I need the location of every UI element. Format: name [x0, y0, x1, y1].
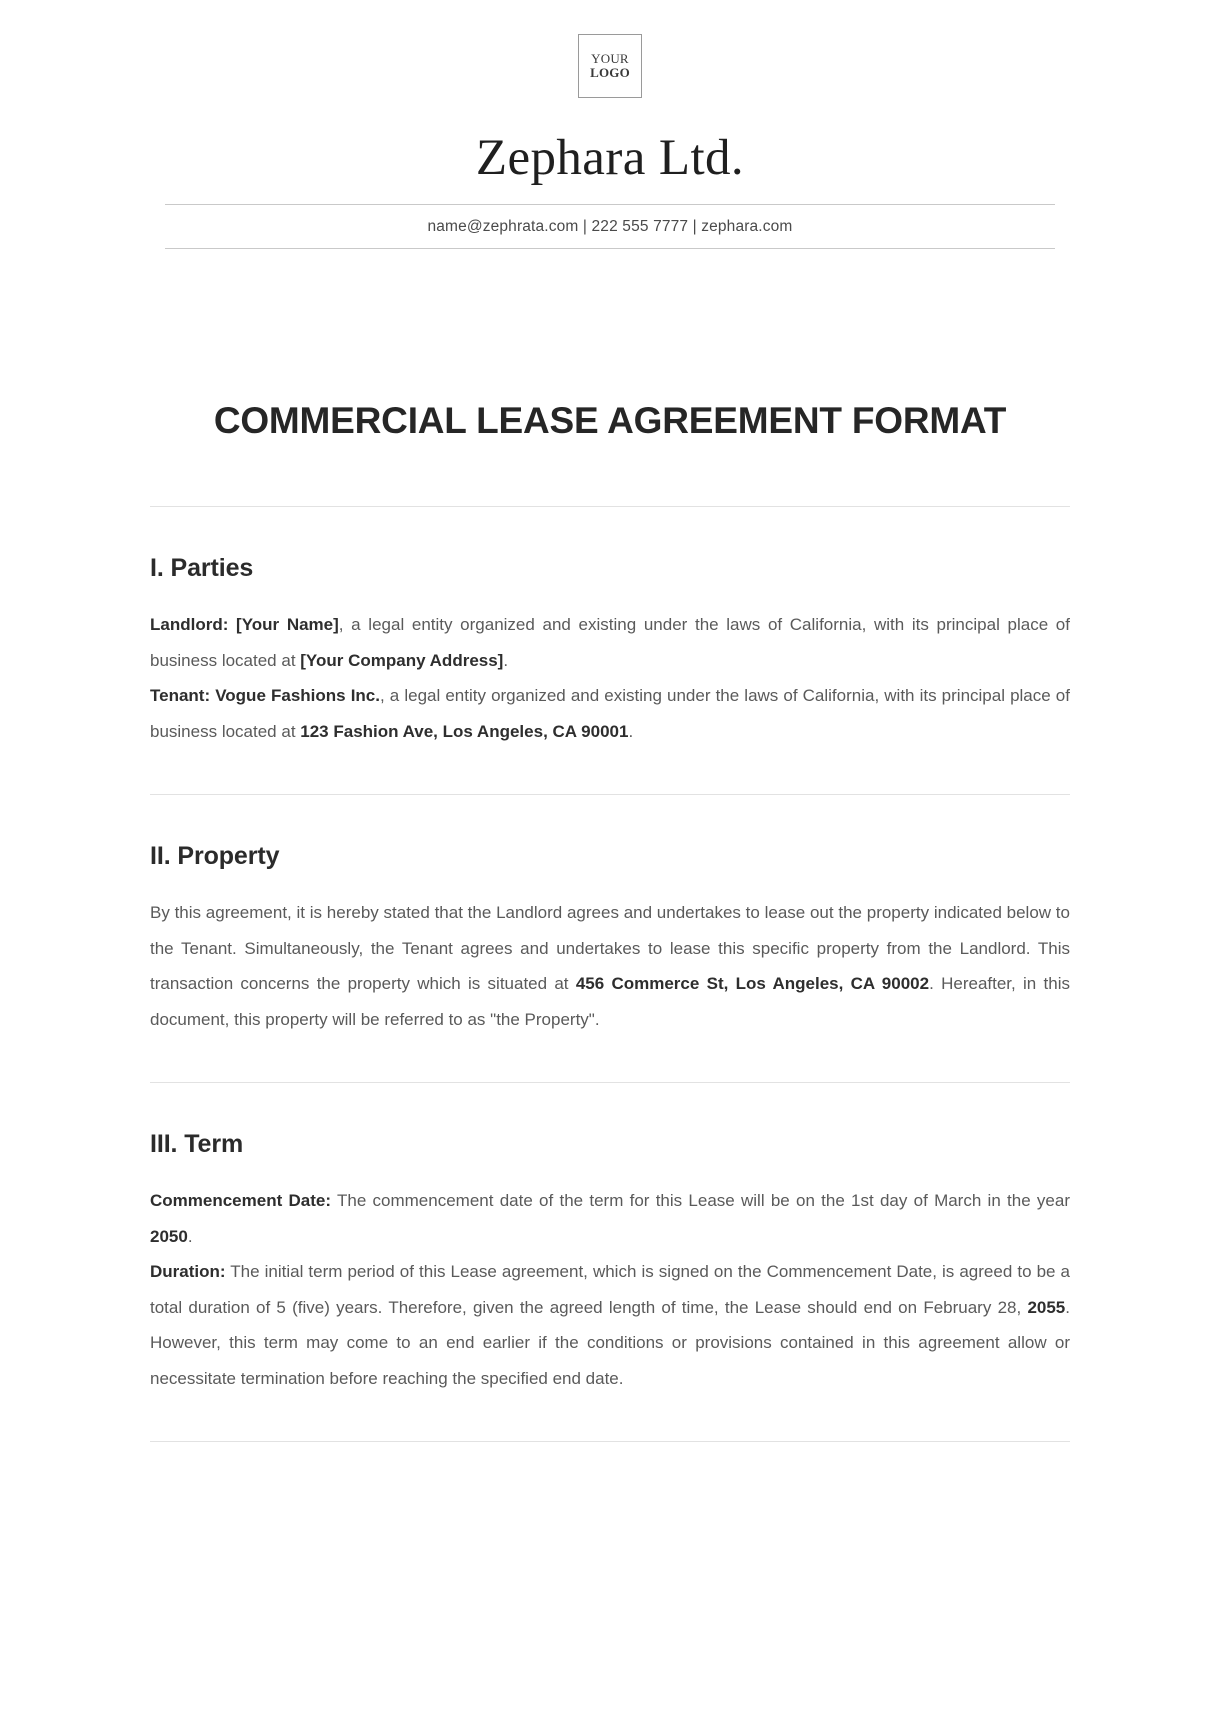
section-paragraph	[150, 1254, 1070, 1396]
body-text: , a legal entity organized and existing under the laws of California, with its principal place of business located at	[150, 686, 1070, 741]
section-paragraph	[150, 678, 1070, 749]
document-section	[150, 795, 1070, 1037]
section-divider	[150, 1441, 1070, 1442]
body-text: . Hereafter, in this document, this property will be referred to as "the Property".	[150, 974, 1070, 1029]
section-heading: II. Property	[150, 842, 280, 870]
emphasized-text: Commencement Date:	[150, 1191, 332, 1210]
body-text: By this agreement, it is hereby stated that the Landlord agrees and undertakes to lease out the property indicated below to the Tenant. Simultaneously, the Tenant agrees and undertakes to lease this specific property from the Landlord. This transaction concerns the property which is situated at	[150, 903, 1070, 993]
emphasized-text: Duration:	[150, 1262, 226, 1281]
company-name: Zephara Ltd.	[475, 130, 745, 186]
logo-placeholder-icon	[578, 34, 642, 98]
document-title: COMMERCIAL LEASE AGREEMENT FORMAT	[213, 400, 1007, 441]
sections-container	[150, 507, 1070, 1442]
logo-text-line-1: YOUR	[591, 51, 629, 66]
body-text: .	[628, 721, 634, 741]
body-text: .	[503, 650, 509, 670]
emphasized-text: Tenant: Vogue Fashions Inc.	[150, 686, 380, 705]
emphasized-text: 456 Commerce St, Los Angeles, CA 90002	[575, 974, 930, 993]
emphasized-text: [Your Company Address]	[300, 650, 504, 670]
section-paragraph	[150, 1183, 1070, 1254]
section-paragraph	[150, 895, 1070, 1037]
emphasized-text: 2055	[1027, 1297, 1066, 1317]
body-text: , a legal entity organized and existing under the laws of California, with its principal place of business located at	[150, 615, 1070, 670]
body-text: .	[187, 1226, 193, 1246]
document-section	[150, 507, 1070, 749]
contact-details: name@zephrata.com | 222 555 7777 | zephara.com	[427, 218, 793, 235]
document-body	[150, 507, 1070, 1442]
letterhead	[0, 0, 1220, 249]
contact-bar	[165, 204, 1055, 249]
section-heading: III. Term	[150, 1130, 244, 1158]
emphasized-text: 2050	[150, 1226, 188, 1246]
document-section	[150, 1083, 1070, 1396]
body-text: The initial term period of this Lease agreement, which is signed on the Commencement Date, is agreed to be a total duration of 5 (five) years. Therefore, given the agreed length of time, the Lease should end on February 28,	[150, 1262, 1070, 1317]
section-paragraph	[150, 607, 1070, 678]
section-heading: I. Parties	[150, 554, 254, 582]
body-text: . However, this term may come to an end earlier if the conditions or provisions contained in this agreement allow or necessitate termination before reaching the specified end date.	[150, 1297, 1070, 1388]
emphasized-text: Landlord: [Your Name]	[150, 615, 339, 634]
logo-text-line-2: LOGO	[590, 65, 630, 80]
emphasized-text: 123 Fashion Ave, Los Angeles, CA 90001	[300, 721, 629, 741]
body-text: The commencement date of the term for this Lease will be on the 1st day of March in the year	[331, 1191, 1070, 1210]
